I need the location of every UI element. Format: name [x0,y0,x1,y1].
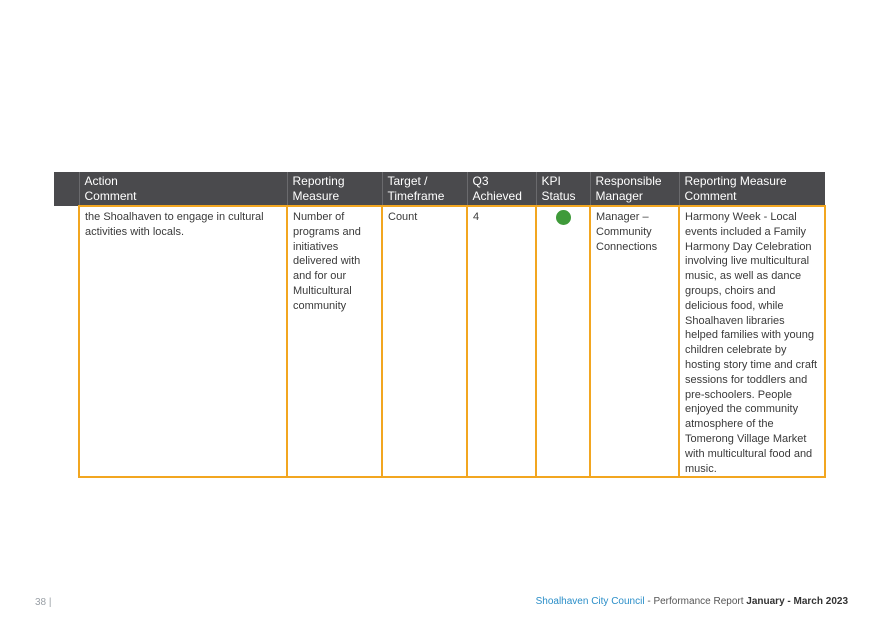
cell-action-comment: the Shoalhaven to engage in cultural activities with locals. [79,206,287,477]
header-gutter [54,172,79,206]
cell-q3-achieved: 4 [467,206,536,477]
header-q3-achieved [467,172,536,206]
page-number-separator: | [48,597,52,608]
header-measure-comment [679,172,825,206]
header-reporting-measure [287,172,382,206]
header-action-comment [79,172,287,206]
report-footer [536,596,848,607]
header-kpi-line1: KPI [541,174,561,188]
header-q3-line2: Achieved [472,189,522,203]
header-comment-line1: Reporting Measure [684,174,787,188]
cell-kpi-status [536,206,590,477]
table-row [54,206,825,477]
header-kpi-status [536,172,590,206]
header-manager-line2: Manager [595,189,643,203]
header-target-line2: Timeframe [387,189,445,203]
header-target-timeframe [382,172,467,206]
header-kpi-line2: Status [541,189,576,203]
header-target-line1: Target / [387,174,428,188]
footer-period: January - March 2023 [746,596,848,607]
footer-report-prefix: - Performance Report [644,596,747,607]
cell-reporting-measure: Number of programs and initiatives delivered with and for our Multicultural community [287,206,382,477]
header-reporting-line1: Reporting [292,174,345,188]
header-reporting-line2: Measure [292,189,340,203]
row-gutter [54,206,79,477]
kpi-status-indicator-icon [556,210,571,225]
cell-target: Count [382,206,467,477]
header-action-line2: Comment [84,189,137,203]
footer-organisation: Shoalhaven City Council [535,596,645,607]
performance-table [54,172,826,478]
cell-measure-comment: Harmony Week - Local events included a Family Harmony Day Celebration involving live multicultural music, as well as dance groups, choirs and delicious food, while Shoalhaven libraries helped families with young children celebrate by hosting story time and craft sessions for toddlers and pre-schoolers. People enjoyed the community atmosphere of the Tomerong Village Market with multicultural food and music. [679,206,825,477]
header-responsible-manager [590,172,679,206]
page-number [35,597,52,608]
page-number-value: 38 [35,597,47,608]
table-header-row [54,172,825,206]
header-manager-line1: Responsible [595,174,662,188]
header-comment-line2: Comment [684,189,737,203]
header-q3-line1: Q3 [472,174,489,188]
header-action-line1: Action [84,174,118,188]
cell-responsible-manager: Manager – Community Connections [590,206,679,477]
